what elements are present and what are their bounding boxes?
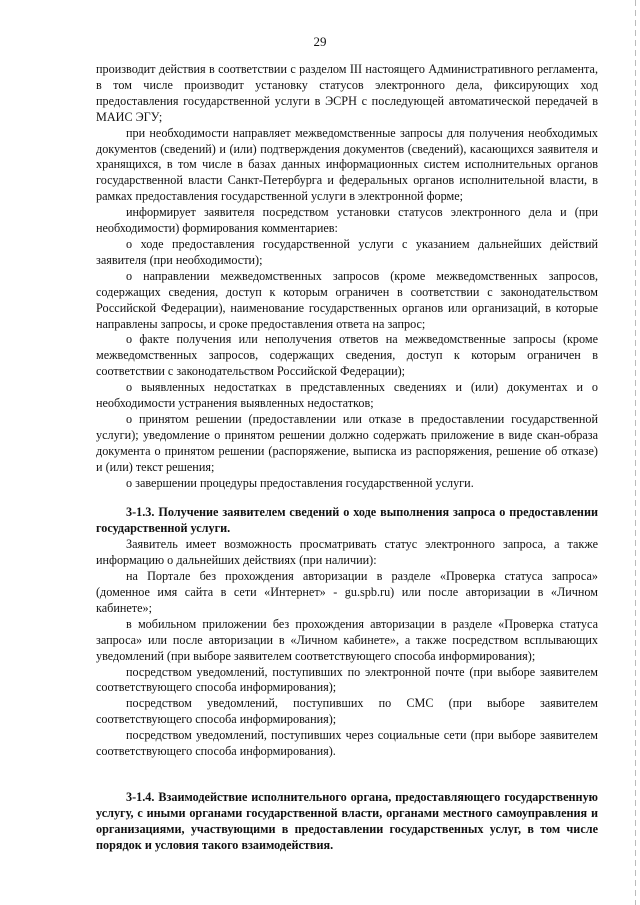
paragraph: о выявленных недостатках в представленных сведениях и (или) документах и о необходимости устранения выявленных недостатков; [96,380,598,411]
section-heading-3-1-4: 3-1.4. Взаимодействие исполнительного органа, предоставляющего государственную услугу, с иными органами государственной власти, органами местного самоуправления и организациями, участвующими в предоставлении государственных услуг, в том числе порядок и условия такого взаимодействия. [96,789,598,852]
paragraph: при необходимости направляет межведомственные запросы для получения необходимых документов (сведений) и (или) подтверждения документов (сведений), касающихся заявителя и хранящихся, в том числе в базах данных информационных систем исполнительных органов государственной власти Санкт-Петербурга и федеральных органов исполнительной власти, в рамках предоставления государственной услуги в электронной форме; [96,125,598,204]
paragraph: производит действия в соответствии с разделом III настоящего Административного регламента, в том числе производит установку статусов электронного дела, фиксирующих ход предоставления государственной услуги в ЭСРН с последующей автоматической передачей в МАИС ЭГУ; [96,62,598,124]
page-number: 29 [313,34,327,49]
paragraph: информирует заявителя посредством установки статусов электронного дела и (при необходимости) формирования комментариев: [96,205,598,236]
paragraph: посредством уведомлений, поступивших по электронной почте (при выборе заявителем соответствующего способа информирования); [96,664,598,695]
page-body [96,62,598,854]
paragraph: посредством уведомлений, поступивших по СМС (при выборе заявителем соответствующего способа информирования); [96,696,598,727]
paragraph: на Портале без прохождения авторизации в разделе «Проверка статуса запроса» (доменное имя сайта в сети «Интернет» - gu.spb.ru) или после авторизации в «Личном кабинете»; [96,569,598,615]
paragraph: о направлении межведомственных запросов (кроме межведомственных запросов, содержащих сведения, доступ к которым ограничен в соответствии с законодательством Российской Федерации), наименование государственных органов или организаций, в которые направлены запросы, и сроке предоставления ответа на запрос; [96,268,598,331]
paragraph: о завершении процедуры предоставления государственной услуги. [126,475,474,490]
section-heading-3-1-3: 3-1.3. Получение заявителем сведений о ходе выполнения запроса о предоставлении государственной услуги. [96,505,598,536]
paragraph: о принятом решении (предоставлении или отказе в предоставлении государственной услуги); уведомление о принятом решении должно содержать приложение в виде скан-образа документа о принятом решении (распоряжение, выписка из распоряжения, решение об отказе) и (или) текст решения; [96,411,598,474]
paragraph: о ходе предоставления государственной услуги с указанием дальнейших действий заявителя (при необходимости); [96,236,598,267]
paragraph: о факте получения или неполучения ответов на межведомственные запросы (кроме межведомственных запросов, содержащих сведения, доступ к которым ограничен в соответствии с законодательством Российской Федерации); [96,332,598,379]
paragraph: Заявитель имеет возможность просматривать статус электронного запроса, а также информацию о дальнейших действиях (при наличии): [96,537,598,568]
paragraph: посредством уведомлений, поступивших через социальные сети (при выборе заявителем соответствующего способа информирования). [96,728,598,759]
scan-edge [635,0,636,905]
paragraph: в мобильном приложении без прохождения авторизации в разделе «Проверка статуса запроса» или после авторизации в «Личном кабинете», а также посредством всплывающих уведомлений (при выборе заявителем соответствующего способа информирования); [96,616,598,663]
